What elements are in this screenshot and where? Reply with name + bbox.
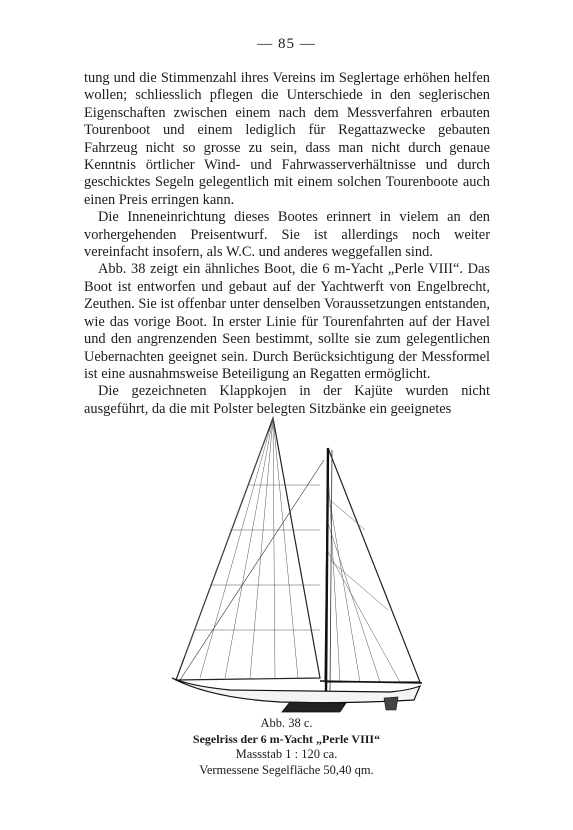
- paragraph-4: Die gezeichneten Klappkojen in der Kajüte wurden nicht ausgeführt, da die mit Polster belegten Sitzbänke ein geeignetes: [84, 383, 490, 417]
- mainsail: [325, 448, 420, 682]
- mast: [326, 448, 328, 692]
- boom: [320, 681, 422, 683]
- caption-label: Abb. 38 c.: [260, 716, 313, 730]
- caption-area: Vermessene Segelfläche 50,40 qm.: [199, 762, 374, 777]
- caption-scale: Massstab 1 : 120 ca.: [235, 747, 338, 761]
- caption-title: Segelriss der 6 m-Yacht „Perle VIII“: [192, 731, 381, 746]
- paragraph-1: tung und die Stimmenzahl ihres Vereins im Seglertage erhöhen helfen wollen; schliesslich pflegen die Unterschiede in den seglerischen Eigenschaften zwischen einem nach dem Messverfahren erbauten Tourenboot und einem lediglich für Regattazwecke gebauten Fahrzeug nicht so grosse zu sein, dass man nicht durch genaue Kenntnis örtlicher Wind- und Fahrwasserverhältnisse und durch geschicktes Segeln gelegentlich mit einem solchen Tourenboote auch einen Preis erringen kann.: [84, 70, 490, 208]
- mainsail-seams: [327, 470, 400, 682]
- keel: [282, 702, 346, 712]
- jib-seams: [185, 418, 320, 678]
- paragraph-3: Abb. 38 zeigt ein ähnliches Boot, die 6 m-Yacht „Perle VIII“. Das Boot ist entworfen und gebaut auf der Yachtwerft von Engelbrecht, Zeuthen. Sie ist offenbar unter denselben Voraussetzungen entstanden, wie das vorige Boot. In erster Linie für Tourenfahrten auf der Havel und den angrenzenden Seen bestimmt, sollte sie zum gelegentlichen Uebernachten geeignet sein. Durch Berücksichtigung der Messformel ist eine ausnahmsweise Beteiligung an Regatten ermöglicht.: [84, 261, 490, 382]
- page-number: — 85 —: [257, 36, 316, 52]
- rudder: [384, 697, 398, 710]
- paragraph-2: Die Inneneinrichtung dieses Bootes erinnert in vielem an den vorhergehenden Preisentwurf. Sie ist allerdings noch weiter vereinfacht insofern, als W.C. und anderes weggefallen sind.: [84, 209, 490, 261]
- sail-plan-drawing: [170, 410, 430, 715]
- sail-plan-figure: [170, 410, 430, 715]
- body-text: [84, 70, 490, 418]
- figure-caption: [0, 716, 573, 778]
- jib: [176, 418, 320, 680]
